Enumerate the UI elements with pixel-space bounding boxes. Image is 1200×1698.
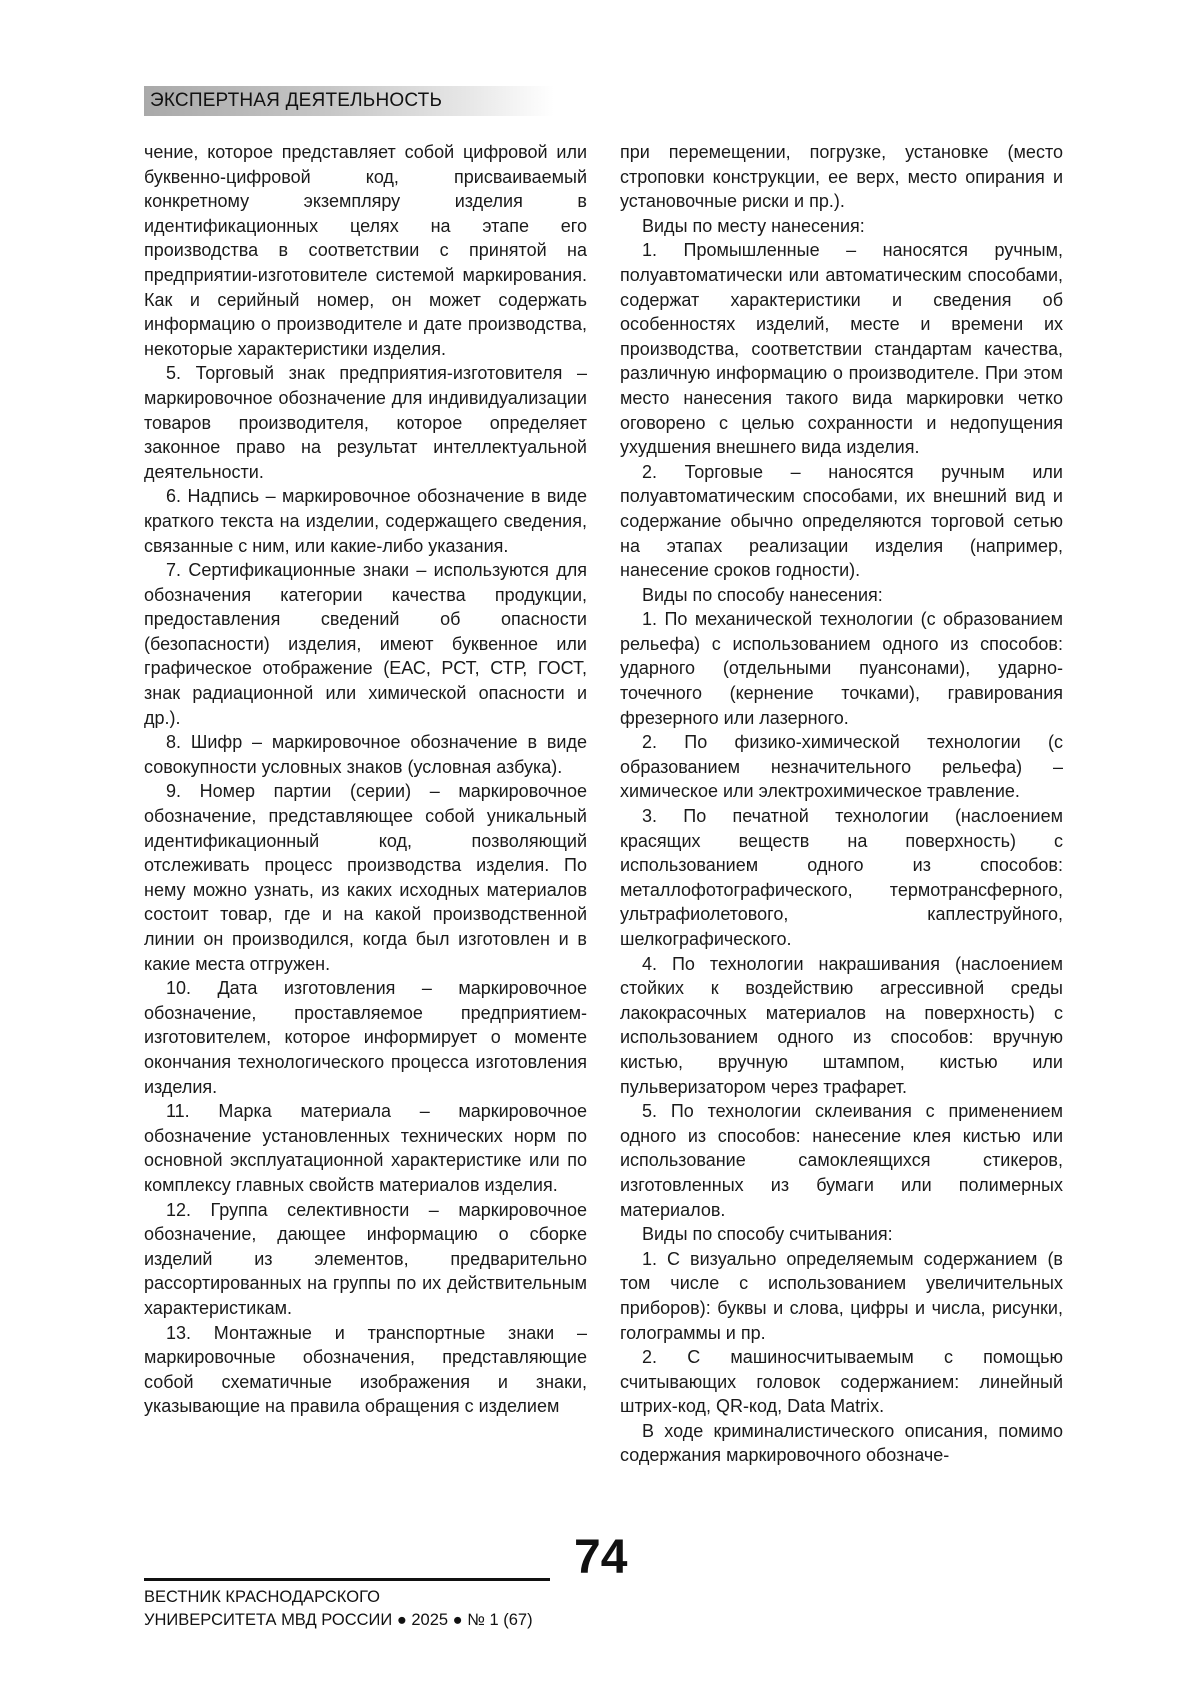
section-title: ЭКСПЕРТНАЯ ДЕЯТЕЛЬНОСТЬ [150, 90, 443, 111]
paragraph: 1. По механической технологии (с образованием рельефа) с использованием одного из способов: ударного (отдельными пуансонами), ударно-точечного (кернение точками), гравирования фрезерного или лазерного. [620, 609, 1063, 728]
paragraph: 13. Монтажные и транспортные знаки – маркировочные обозначения, представляющие собой схематичные изображения и знаки, указывающие на правила обращения с изделием [144, 1322, 587, 1417]
paragraph: 7. Сертификационные знаки – используются для обозначения категории качества продукции, предоставления сведений об опасности (безопасности) изделия, имеют буквенное или графическое отображение (ЕАС, РСТ, СТР, ГОСТ, знак радиационной или химической опасности и др.). [144, 560, 587, 728]
paragraph: 11. Марка материала – маркировочное обозначение установленных технических норм по основной эксплуатационной характеристике или по комплексу главных свойств материалов изделия. [144, 1101, 587, 1195]
paragraph: 4. По технологии накрашивания (наслоением стойких к воздействию агрессивной среды лакокрасочных материалов на поверхность) с использованием одного из способов: вручную кистью, вручную штампом, кистью или пульверизатором через трафарет. [620, 953, 1063, 1097]
footer-rule [144, 1578, 550, 1581]
paragraph: 1. С визуально определяемым содержанием (в том числе с использованием увеличительных приборов): буквы и слова, цифры и числа, рисунки, голограммы и пр. [620, 1248, 1063, 1343]
left-column [144, 140, 587, 1419]
paragraph: 2. По физико-химической технологии (с образованием незначительного рельефа) – химическое или электрохимическое травление. [620, 732, 1063, 802]
paragraph: 9. Номер партии (серии) – маркировочное обозначение, представляющее собой уникальный идентификационный код, позволяющий отслеживать процесс производства изделия. По нему можно узнать, из каких исходных материалов состоит товар, где и на какой производственной линии он производился, когда был изготовлен и в какие места отгружен. [144, 781, 587, 974]
section-header [144, 86, 554, 116]
paragraph: Виды по месту нанесения: [642, 215, 865, 236]
right-column [620, 140, 1063, 1468]
paragraph: 3. По печатной технологии (наслоением красящих веществ на поверхность) с использованием одного из способов: металлофотографического, термотрансферного, ультрафиолетового, каплеструйного, шелкографического. [620, 806, 1063, 949]
paragraph: при перемещении, погрузке, установке (место строповки конструкции, ее верх, место опирания и установочные риски и пр.). [620, 142, 1063, 212]
paragraph: 6. Надпись – маркировочное обозначение в виде краткого текста на изделии, содержащего сведения, связанные с ним, или какие-либо указания. [144, 486, 587, 556]
paragraph: Виды по способу считывания: [642, 1224, 893, 1245]
paragraph: Виды по способу нанесения: [642, 584, 883, 605]
paragraph: 12. Группа селективности – маркировочное обозначение, дающее информацию о сборке изделий из элементов, предварительно рассортированных на группы по их действительным характеристикам. [144, 1199, 587, 1318]
paragraph: В ходе криминалистического описания, помимо содержания маркировочного обозначе- [620, 1420, 1063, 1466]
paragraph: 1. Промышленные – наносятся ручным, полуавтоматически или автоматическим способами, содержат характеристики и сведения об особенностях изделий, месте и времени их производства, соответствии стандартам качества, различную информацию о производителе. При этом место нанесения такого вида маркировки четко оговорено с целью сохранности и недопущения ухудшения внешнего вида изделия. [620, 240, 1063, 458]
paragraph: 8. Шифр – маркировочное обозначение в виде совокупности условных знаков (условная азбука). [144, 732, 587, 777]
journal-issue-line: УНИВЕРСИТЕТА МВД РОССИИ ● 2025 ● № 1 (67) [144, 1611, 533, 1629]
page-number: 74 [574, 1531, 628, 1584]
paragraph: 10. Дата изготовления – маркировочное обозначение, проставляемое предприятием-изготовителем, которое информирует о моменте окончания технологического процесса изготовления изделия. [144, 978, 587, 1097]
journal-title-line: ВЕСТНИК КРАСНОДАРСКОГО [144, 1588, 380, 1606]
paragraph: 5. Торговый знак предприятия-изготовителя – маркировочное обозначение для индивидуализации товаров производителя, которое определяет законное право на результат интеллектуальной деятельности. [144, 363, 587, 482]
paragraph: 2. Торговые – наносятся ручным или полуавтоматическим способами, их внешний вид и содержание обычно определяются торговой сетью на этапах реализации изделия (например, нанесение сроков годности). [620, 461, 1063, 581]
paragraph: чение, которое представляет собой цифровой или буквенно-цифровой код, присваиваемый конкретному экземпляру изделия в идентификационных целях на этапе его производства в соответствии с принятой на предприятии-изготовителе системой маркирования. Как и серийный номер, он может содержать информацию о производителе и дате производства, некоторые характеристики изделия. [144, 142, 587, 359]
paragraph: 5. По технологии склеивания с применением одного из способов: нанесение клея кистью или использование самоклеящихся стикеров, изготовленных из бумаги или полимерных материалов. [620, 1101, 1063, 1220]
paragraph: 2. С машиносчитываемым с помощью считывающих головок содержанием: линейный штрих-код, QR-код, Data Matrix. [620, 1347, 1063, 1417]
journal-title [144, 1586, 533, 1632]
